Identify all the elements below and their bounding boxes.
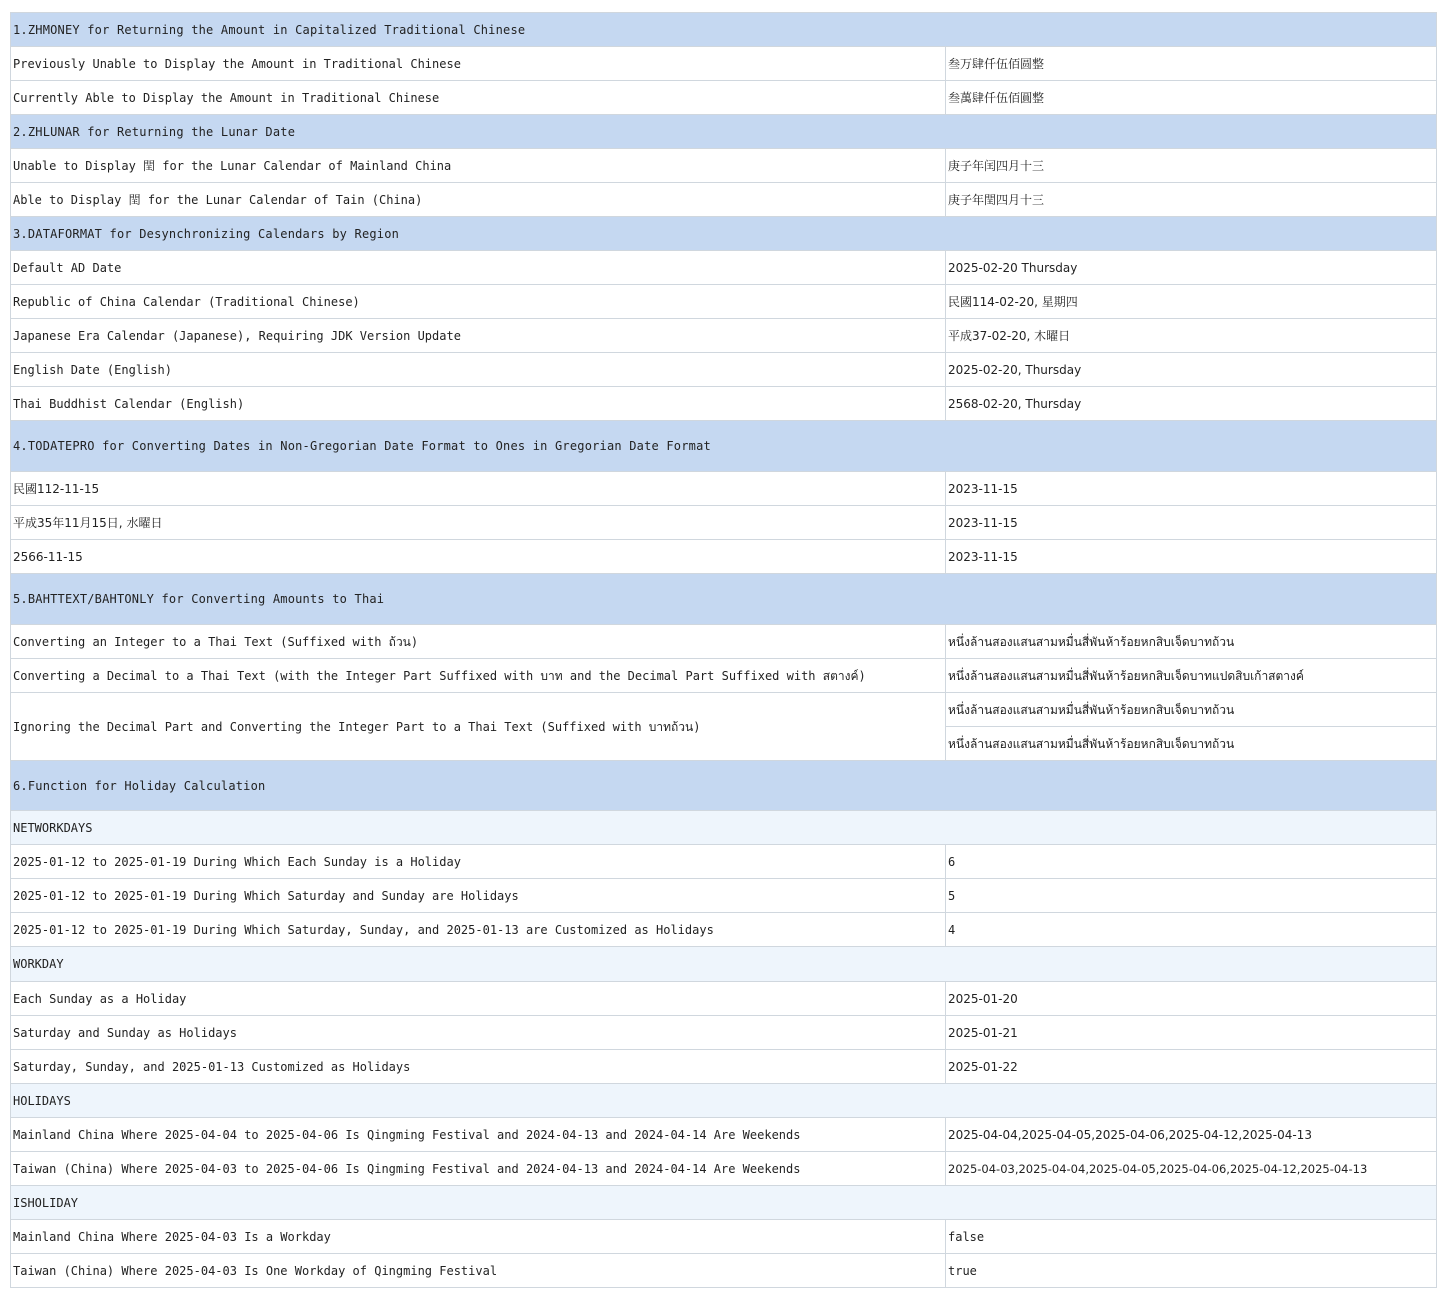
row-label[interactable]: Taiwan (China) Where 2025-04-03 Is One Workday of Qingming Festival (11, 1254, 946, 1288)
section-title-bahttext[interactable]: 5.BAHTTEXT/BAHTONLY for Converting Amounts to Thai (11, 574, 1437, 625)
row-value[interactable]: 叁万肆仟伍佰圆整 (946, 47, 1437, 81)
row-label[interactable]: 2025-01-12 to 2025-01-19 During Which Saturday, Sunday, and 2025-01-13 are Customized as Holidays (11, 913, 946, 947)
row-label[interactable]: Currently Able to Display the Amount in Traditional Chinese (11, 81, 946, 115)
section-title-dataformat[interactable]: 3.DATAFORMAT for Desynchronizing Calendars by Region (11, 217, 1437, 251)
row-value[interactable]: 2025-01-21 (946, 1016, 1437, 1050)
row-label[interactable]: Saturday, Sunday, and 2025-01-13 Customized as Holidays (11, 1050, 946, 1084)
row-label[interactable]: Unable to Display 閏 for the Lunar Calendar of Mainland China (11, 149, 946, 183)
row-value[interactable]: หนึ่งล้านสองแสนสามหมื่นสี่พันห้าร้อยหกสิบเจ็ดบาทถ้วน (946, 727, 1437, 761)
section-title-zhlunar[interactable]: 2.ZHLUNAR for Returning the Lunar Date (11, 115, 1437, 149)
row-value[interactable]: 2025-01-20 (946, 982, 1437, 1016)
subheading-holidays[interactable]: HOLIDAYS (11, 1084, 1437, 1118)
merged-row-label[interactable]: Ignoring the Decimal Part and Converting the Integer Part to a Thai Text (Suffixed with บาทถ้วน) (11, 693, 946, 761)
row-label[interactable]: Saturday and Sunday as Holidays (11, 1016, 946, 1050)
row-value[interactable]: 6 (946, 845, 1437, 879)
row-label[interactable]: Converting a Decimal to a Thai Text (with the Integer Part Suffixed with บาท and the Decimal Part Suffixed with สตางค์) (11, 659, 946, 693)
row-value[interactable]: หนึ่งล้านสองแสนสามหมื่นสี่พันห้าร้อยหกสิบเจ็ดบาทแปดสิบเก้าสตางค์ (946, 659, 1437, 693)
subheading-workday[interactable]: WORKDAY (11, 947, 1437, 982)
section-title-todatepro[interactable]: 4.TODATEPRO for Converting Dates in Non-Gregorian Date Format to Ones in Gregorian Date Format (11, 421, 1437, 472)
row-value[interactable]: 2023-11-15 (946, 506, 1437, 540)
row-label[interactable]: English Date (English) (11, 353, 946, 387)
row-label[interactable]: Thai Buddhist Calendar (English) (11, 387, 946, 421)
section-title-zhmoney[interactable]: 1.ZHMONEY for Returning the Amount in Capitalized Traditional Chinese (11, 13, 1437, 47)
subheading-networkdays[interactable]: NETWORKDAYS (11, 811, 1437, 845)
spreadsheet-table (10, 12, 1437, 1288)
row-label[interactable]: Taiwan (China) Where 2025-04-03 to 2025-04-06 Is Qingming Festival and 2024-04-13 and 2024-04-14 Are Weekends (11, 1152, 946, 1186)
row-label[interactable]: 2025-01-12 to 2025-01-19 During Which Each Sunday is a Holiday (11, 845, 946, 879)
row-value[interactable]: false (946, 1220, 1437, 1254)
row-label[interactable]: Mainland China Where 2025-04-03 Is a Workday (11, 1220, 946, 1254)
row-label[interactable]: 平成35年11月15日, 水曜日 (11, 506, 946, 540)
row-value[interactable]: 4 (946, 913, 1437, 947)
row-value[interactable]: 平成37-02-20, 木曜日 (946, 319, 1437, 353)
row-label[interactable]: Previously Unable to Display the Amount in Traditional Chinese (11, 47, 946, 81)
row-label[interactable]: Converting an Integer to a Thai Text (Suffixed with ถ้วน) (11, 625, 946, 659)
row-label[interactable]: Each Sunday as a Holiday (11, 982, 946, 1016)
row-value[interactable]: 2025-04-04,2025-04-05,2025-04-06,2025-04-12,2025-04-13 (946, 1118, 1437, 1152)
row-value[interactable]: true (946, 1254, 1437, 1288)
section-title-holiday[interactable]: 6.Function for Holiday Calculation (11, 761, 1437, 811)
row-value[interactable]: 2023-11-15 (946, 472, 1437, 506)
row-label[interactable]: Mainland China Where 2025-04-04 to 2025-04-06 Is Qingming Festival and 2024-04-13 and 2024-04-14 Are Weekends (11, 1118, 946, 1152)
row-label[interactable]: Default AD Date (11, 251, 946, 285)
row-value[interactable]: 2568-02-20, Thursday (946, 387, 1437, 421)
row-label[interactable]: Able to Display 閏 for the Lunar Calendar of Tain (China) (11, 183, 946, 217)
row-value[interactable]: 2025-01-22 (946, 1050, 1437, 1084)
row-value[interactable]: หนึ่งล้านสองแสนสามหมื่นสี่พันห้าร้อยหกสิบเจ็ดบาทถ้วน (946, 625, 1437, 659)
row-value[interactable]: 庚子年闰四月十三 (946, 149, 1437, 183)
row-value[interactable]: 2025-02-20 Thursday (946, 251, 1437, 285)
row-label[interactable]: 民國112-11-15 (11, 472, 946, 506)
row-label[interactable]: 2025-01-12 to 2025-01-19 During Which Saturday and Sunday are Holidays (11, 879, 946, 913)
row-label[interactable]: Japanese Era Calendar (Japanese), Requiring JDK Version Update (11, 319, 946, 353)
row-label[interactable]: Republic of China Calendar (Traditional Chinese) (11, 285, 946, 319)
row-value[interactable]: 5 (946, 879, 1437, 913)
row-value[interactable]: 2025-04-03,2025-04-04,2025-04-05,2025-04-06,2025-04-12,2025-04-13 (946, 1152, 1437, 1186)
row-value[interactable]: 庚子年閏四月十三 (946, 183, 1437, 217)
subheading-isholiday[interactable]: ISHOLIDAY (11, 1186, 1437, 1220)
row-value[interactable]: 民國114-02-20, 星期四 (946, 285, 1437, 319)
row-value[interactable]: 叁萬肆仟伍佰圓整 (946, 81, 1437, 115)
row-value[interactable]: 2023-11-15 (946, 540, 1437, 574)
row-value[interactable]: หนึ่งล้านสองแสนสามหมื่นสี่พันห้าร้อยหกสิบเจ็ดบาทถ้วน (946, 693, 1437, 727)
row-value[interactable]: 2025-02-20, Thursday (946, 353, 1437, 387)
row-label[interactable]: 2566-11-15 (11, 540, 946, 574)
